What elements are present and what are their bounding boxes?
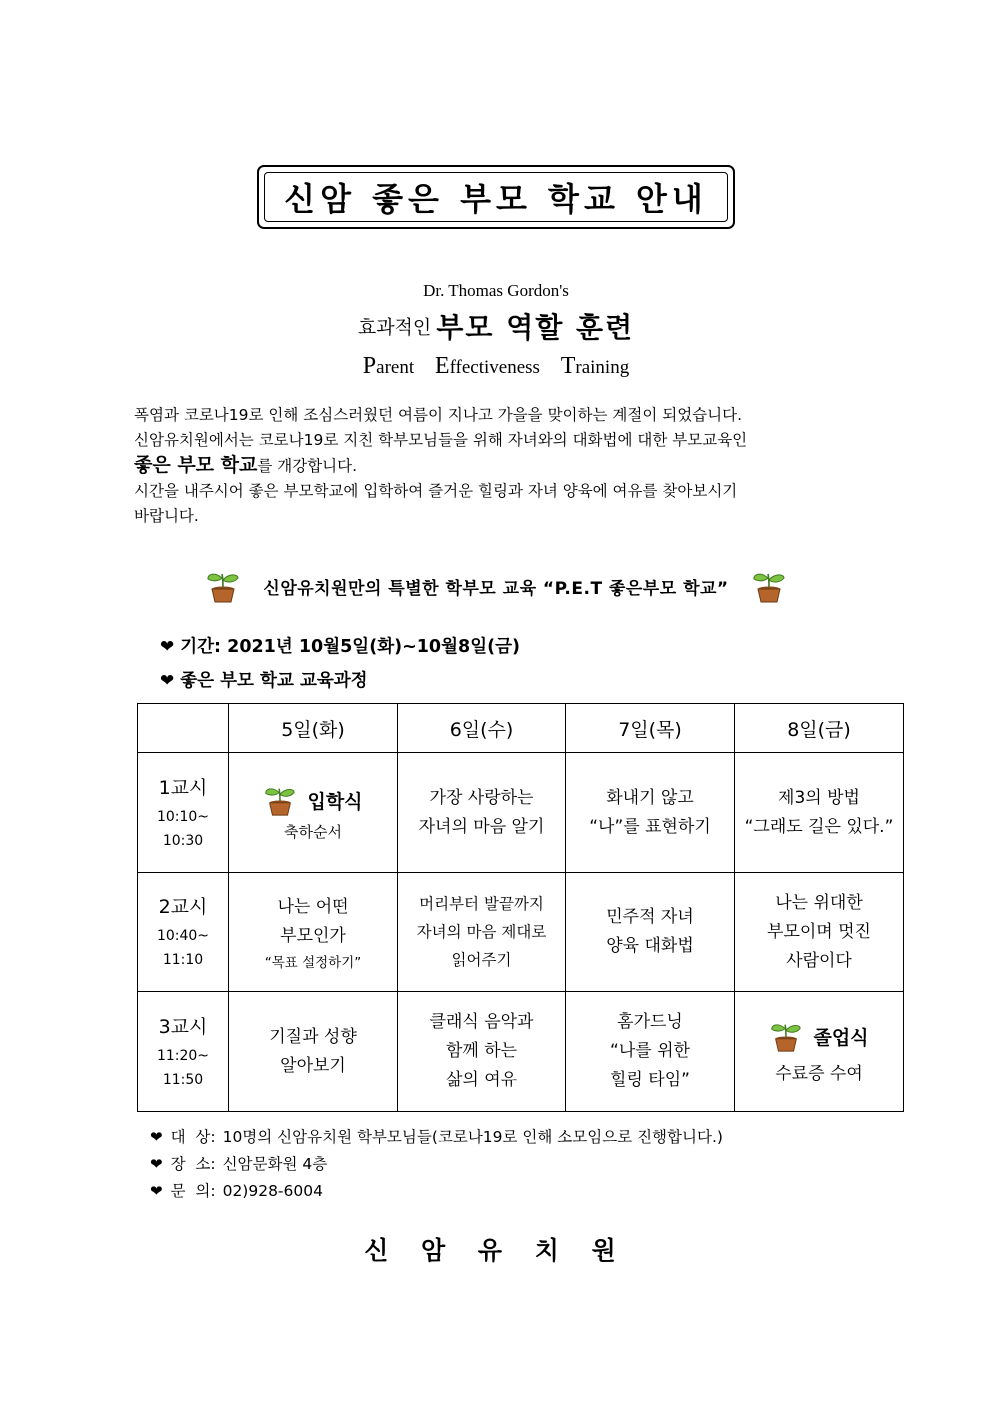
seedling-pot-icon	[205, 568, 241, 604]
pet-word-2: Effectiveness	[434, 353, 540, 379]
period-cell: 3교시 11:20~ 11:50	[138, 992, 229, 1112]
info-contact: ❤ 문 의: 02)928-6004	[150, 1182, 323, 1200]
page-title: 신암 좋은 부모 학교 안내	[264, 172, 728, 222]
heart-icon: ❤	[150, 1155, 163, 1173]
subtitle-small: 효과적인	[357, 316, 432, 339]
intro-line: 폭염과 코로나19로 인해 조심스러웠던 여름이 지나고 가을을 맞이하는 계절이 되었습니다.	[134, 406, 743, 424]
seedling-pot-icon	[751, 568, 787, 604]
seedling-pot-icon	[263, 783, 297, 817]
banner-text: 신암유치원만의 특별한 학부모 교육 “P.E.T 좋은부모 학교”	[263, 578, 729, 599]
intro-line: 신암유치원에서는 코로나19로 지친 학부모님들을 위해 자녀와의 대화법에 대한 부모교육인	[134, 431, 748, 449]
seedling-pot-icon	[769, 1019, 803, 1053]
session-cell: 제3의 방법 “그래도 길은 있다.”	[735, 753, 904, 873]
table-row	[138, 992, 904, 1112]
table-row	[138, 873, 904, 992]
ceremony-cell	[229, 753, 398, 873]
intro-line: 시간을 내주시어 좋은 부모학교에 입학하여 즐거운 힐링과 자녀 양육에 여유를 찾아보시기	[134, 482, 738, 500]
intro-paragraph	[134, 403, 820, 529]
schedule-table	[137, 703, 904, 1112]
program-banner	[175, 568, 817, 604]
period-cell: 1교시 10:10~ 10:30	[138, 753, 229, 873]
title-box	[257, 165, 735, 229]
curriculum-line: ❤ 좋은 부모 학교 교육과정	[160, 671, 368, 691]
session-cell: 기질과 성향 알아보기	[229, 992, 398, 1112]
period-cell: 2교시 10:40~ 11:10	[138, 873, 229, 992]
ceremony-cell	[735, 992, 904, 1112]
day-header: 5일(화)	[229, 704, 398, 753]
ceremony-label: 졸업식	[813, 1026, 869, 1049]
session-cell: 화내기 않고 “나”를 표현하기	[566, 753, 735, 873]
period-line: ❤ 기간: 2021년 10월5일(화)~10월8일(금)	[160, 637, 520, 657]
subtitle	[0, 306, 992, 346]
heart-icon: ❤	[160, 637, 175, 657]
ceremony-sub: 축하순서	[284, 823, 342, 841]
session-cell: 나는 어떤 부모인가 “목표 설정하기”	[229, 873, 398, 992]
footer-kindergarten-name: 신 암 유 치 원	[364, 1236, 628, 1265]
pet-word-1: Parent	[362, 353, 415, 379]
intro-emphasis: 좋은 부모 학교	[134, 454, 258, 476]
heart-icon: ❤	[150, 1128, 163, 1146]
heart-icon: ❤	[150, 1182, 163, 1200]
corner-cell	[138, 704, 229, 753]
session-cell: 민주적 자녀 양육 대화법	[566, 873, 735, 992]
pet-title	[0, 353, 992, 380]
heart-icon: ❤	[160, 671, 175, 691]
session-cell: 클래식 음악과 함께 하는 삶의 여유	[398, 992, 566, 1112]
table-header-row	[138, 704, 904, 753]
ceremony-sub: 수료증 수여	[775, 1064, 863, 1084]
info-location: ❤ 장 소: 신암문화원 4층	[150, 1155, 328, 1173]
subtitle-big: 부모 역할 훈련	[436, 311, 635, 344]
byline: Dr. Thomas Gordon's	[423, 281, 569, 300]
day-header: 8일(금)	[735, 704, 904, 753]
session-cell: 머리부터 발끝까지 자녀의 마음 제대로 읽어주기	[398, 873, 566, 992]
pet-word-3: Training	[560, 353, 630, 379]
ceremony-label: 입학식	[307, 790, 363, 813]
session-cell: 나는 위대한 부모이며 멋진 사람이다	[735, 873, 904, 992]
info-target: ❤ 대 상: 10명의 신암유치원 학부모님들(코로나19로 인해 소모임으로 진행합니다.)	[150, 1128, 723, 1146]
table-row	[138, 753, 904, 873]
session-cell: 가장 사랑하는 자녀의 마음 알기	[398, 753, 566, 873]
day-header: 6일(수)	[398, 704, 566, 753]
session-cell: 홈가드닝 “나를 위한 힐링 타임”	[566, 992, 735, 1112]
intro-line: 좋은 부모 학교를 개강합니다.	[134, 454, 358, 476]
intro-line: 바랍니다.	[134, 507, 199, 525]
day-header: 7일(목)	[566, 704, 735, 753]
